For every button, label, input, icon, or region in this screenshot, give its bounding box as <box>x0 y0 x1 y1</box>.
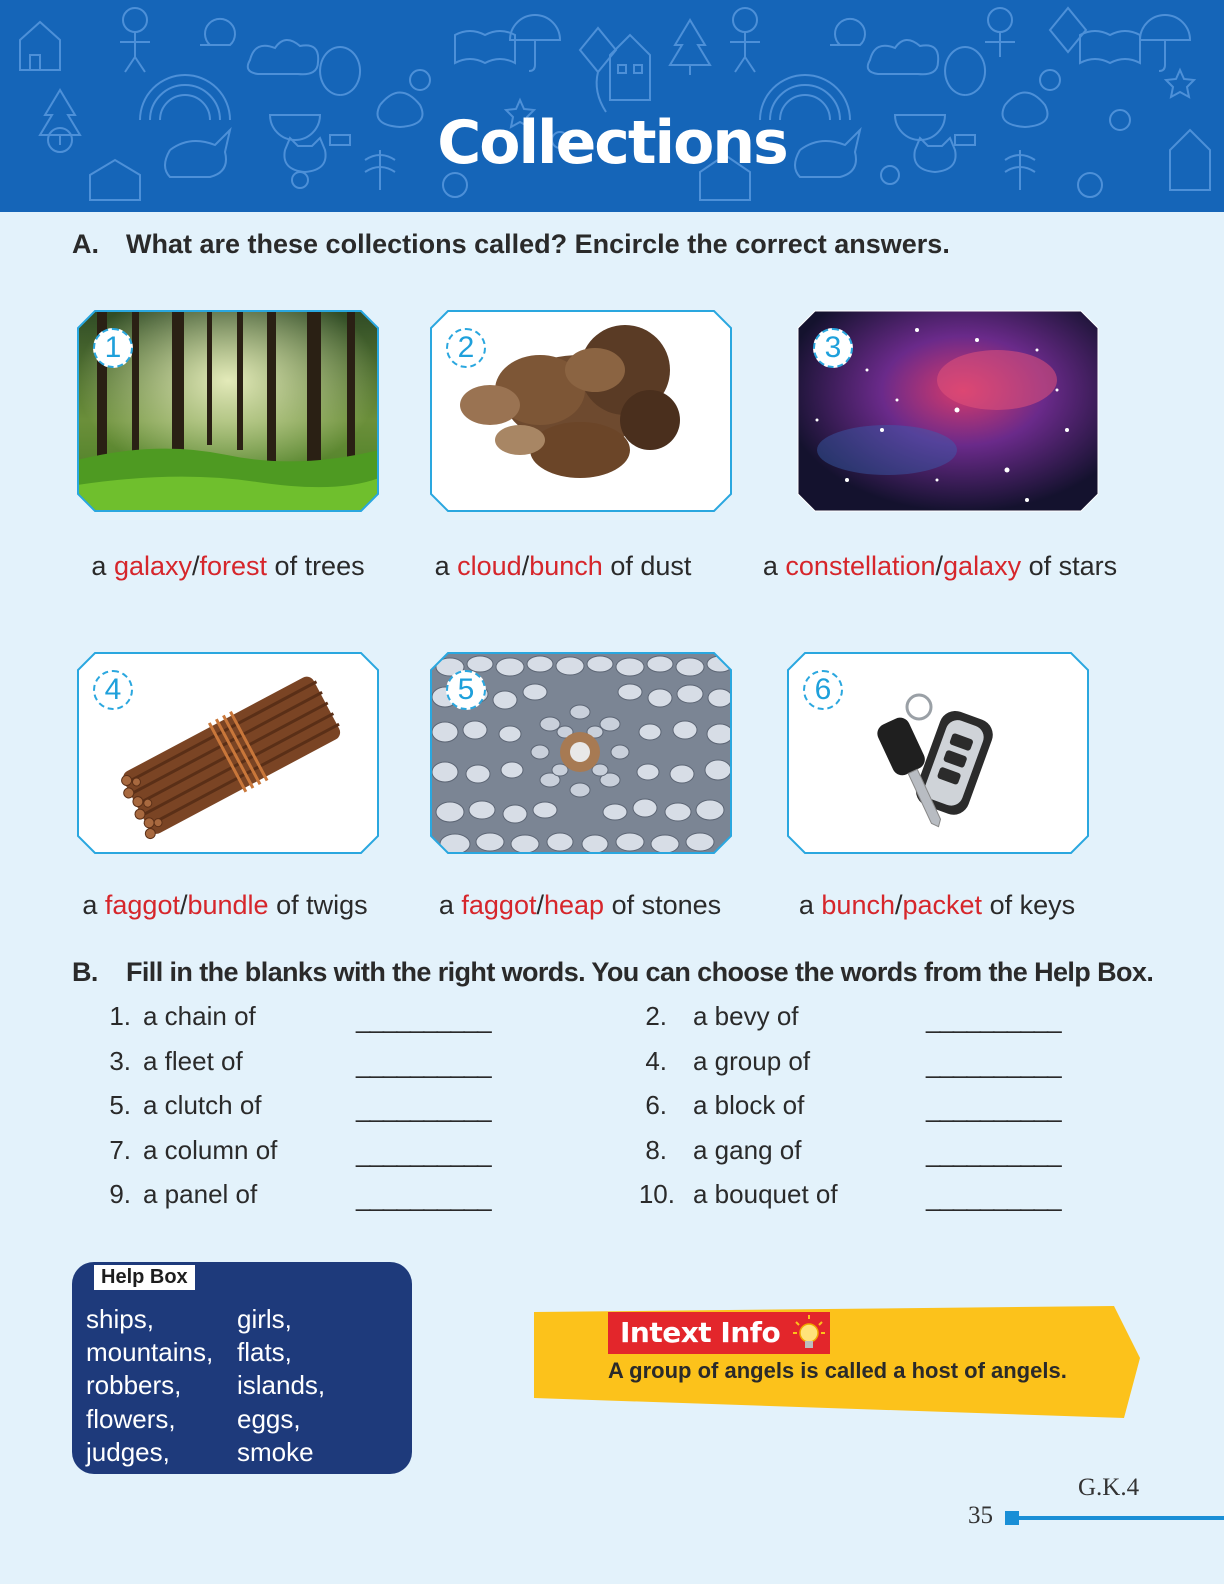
fill-item-7-text: a column of <box>143 1135 278 1165</box>
caption-5-separator: / <box>536 890 544 920</box>
picture-starry-space <box>797 310 1099 512</box>
fill-item-6 <box>645 1090 805 1121</box>
fill-item-9-number: 9. <box>109 1179 131 1209</box>
caption-2-option-2[interactable]: bunch <box>529 551 603 581</box>
fill-item-4-text: a group of <box>693 1046 811 1076</box>
item-number-2: 2 <box>446 328 486 368</box>
help-word: judges, <box>86 1437 170 1467</box>
caption-3-prefix: a <box>762 551 778 581</box>
caption-3-separator: / <box>935 551 944 581</box>
item-number-1: 1 <box>93 328 133 368</box>
caption-4-suffix: of twigs <box>276 890 368 920</box>
caption-6-separator: / <box>894 890 903 920</box>
footer-marker <box>1005 1511 1019 1525</box>
light-bulb-icon <box>792 1314 826 1352</box>
blank-4[interactable]: __________ <box>926 1049 1061 1079</box>
picture-dust-cloud <box>430 310 732 512</box>
caption-1-separator: / <box>191 551 200 581</box>
fill-item-3-number: 3. <box>109 1046 131 1076</box>
caption-6-suffix: of keys <box>989 890 1076 920</box>
intext-info-label <box>608 1312 830 1354</box>
caption-2 <box>412 551 714 582</box>
caption-6-option-1[interactable]: bunch <box>821 890 895 920</box>
fill-item-6-text: a block of <box>693 1090 805 1120</box>
fill-item-2-number: 2. <box>645 1001 667 1031</box>
fill-item-8 <box>645 1135 802 1166</box>
blank-7[interactable]: __________ <box>356 1138 491 1168</box>
fill-item-1 <box>109 1001 256 1032</box>
intext-info-banner <box>534 1306 1142 1420</box>
doodle-pattern <box>0 0 1224 212</box>
footer-rule <box>1019 1516 1224 1520</box>
caption-6-prefix: a <box>798 890 814 920</box>
fill-item-10 <box>638 1179 838 1210</box>
picture-pebble-spiral <box>430 652 732 854</box>
caption-3-option-2[interactable]: galaxy <box>943 551 1022 581</box>
caption-5-option-1[interactable]: faggot <box>461 890 537 920</box>
fill-item-7-number: 7. <box>109 1135 131 1165</box>
help-word: flats, <box>237 1337 292 1367</box>
blank-3[interactable]: __________ <box>356 1049 491 1079</box>
picture-car-keys <box>787 652 1089 854</box>
caption-2-suffix: of dust <box>610 551 692 581</box>
fill-item-1-text: a chain of <box>143 1001 256 1031</box>
fill-item-5 <box>109 1090 262 1121</box>
caption-5 <box>415 890 745 921</box>
fill-item-9 <box>109 1179 258 1210</box>
page-title: Collections <box>437 108 787 178</box>
caption-1-option-2[interactable]: forest <box>199 551 268 581</box>
fill-item-3-text: a fleet of <box>143 1046 243 1076</box>
caption-2-option-1[interactable]: cloud <box>457 551 522 581</box>
help-box-title: Help Box <box>94 1265 195 1290</box>
fill-item-4 <box>645 1046 811 1077</box>
fill-item-6-number: 6. <box>645 1090 667 1120</box>
item-number-4: 4 <box>93 670 133 710</box>
help-word: smoke <box>237 1437 314 1467</box>
fill-item-5-text: a clutch of <box>143 1090 262 1120</box>
blank-1[interactable]: __________ <box>356 1004 491 1034</box>
fill-item-1-number: 1. <box>109 1001 131 1031</box>
caption-5-option-2[interactable]: heap <box>543 890 605 920</box>
blank-9[interactable]: __________ <box>356 1182 491 1212</box>
item-number-5: 5 <box>446 670 486 710</box>
caption-4 <box>60 890 390 921</box>
fill-item-8-text: a gang of <box>693 1135 802 1165</box>
blank-5[interactable]: __________ <box>356 1093 491 1123</box>
help-word: ships, <box>86 1304 154 1334</box>
blank-10[interactable]: __________ <box>926 1182 1061 1212</box>
caption-6 <box>772 890 1102 921</box>
fill-item-2-text: a bevy of <box>693 1001 799 1031</box>
item-number-6: 6 <box>803 670 843 710</box>
page-number: 35 <box>968 1502 993 1529</box>
caption-4-prefix: a <box>82 890 98 920</box>
caption-4-separator: / <box>179 890 188 920</box>
caption-2-prefix: a <box>434 551 450 581</box>
section-a-letter: A. <box>72 229 99 259</box>
help-word: islands, <box>237 1370 326 1400</box>
caption-1 <box>77 551 379 582</box>
caption-2-separator: / <box>521 551 530 581</box>
help-word: robbers, <box>86 1370 182 1400</box>
caption-6-option-2[interactable]: packet <box>902 890 983 920</box>
picture-bundle-of-twigs <box>77 652 379 854</box>
section-b-letter: B. <box>72 957 98 987</box>
section-b-heading <box>72 957 1172 993</box>
help-word: girls, <box>237 1304 292 1334</box>
caption-5-suffix: of stones <box>611 890 722 920</box>
blank-8[interactable]: __________ <box>926 1138 1061 1168</box>
caption-3 <box>740 551 1140 582</box>
section-a-instruction: What are these collections called? Encircle the correct answers. <box>126 229 950 259</box>
caption-5-prefix: a <box>438 890 454 920</box>
fill-item-4-number: 4. <box>645 1046 667 1076</box>
caption-1-option-1[interactable]: galaxy <box>113 551 192 581</box>
item-number-3: 3 <box>813 328 853 368</box>
intext-info-text: A group of angels is called a host of angels. <box>608 1358 1067 1383</box>
section-a-heading <box>72 229 1172 265</box>
intext-info-label-text: Intext Info <box>620 1316 781 1349</box>
caption-1-suffix: of trees <box>274 551 365 581</box>
fill-item-5-number: 5. <box>109 1090 131 1120</box>
caption-3-suffix: of stars <box>1028 551 1118 581</box>
fill-item-8-number: 8. <box>645 1135 667 1165</box>
fill-item-3 <box>109 1046 243 1077</box>
fill-item-10-text: a bouquet of <box>693 1179 838 1209</box>
caption-4-option-1[interactable]: faggot <box>104 890 180 920</box>
caption-1-prefix: a <box>91 551 107 581</box>
fill-item-9-text: a panel of <box>143 1179 258 1209</box>
help-word: mountains, <box>86 1337 214 1367</box>
fill-item-10-number: 10. <box>638 1179 675 1209</box>
picture-forest <box>77 310 379 512</box>
section-b-instruction: Fill in the blanks with the right words. You can choose the words from the Help Box. <box>126 957 1154 987</box>
book-label: G.K.4 <box>1078 1474 1140 1501</box>
blank-6[interactable]: __________ <box>926 1093 1061 1123</box>
help-box <box>72 1262 412 1474</box>
caption-4-option-2[interactable]: bundle <box>187 890 269 920</box>
fill-item-7 <box>109 1135 278 1166</box>
caption-3-option-1[interactable]: constellation <box>785 551 936 581</box>
help-word: flowers, <box>86 1404 176 1434</box>
help-word: eggs, <box>237 1404 301 1434</box>
fill-item-2 <box>645 1001 799 1032</box>
page-header <box>0 0 1224 212</box>
blank-2[interactable]: __________ <box>926 1004 1061 1034</box>
